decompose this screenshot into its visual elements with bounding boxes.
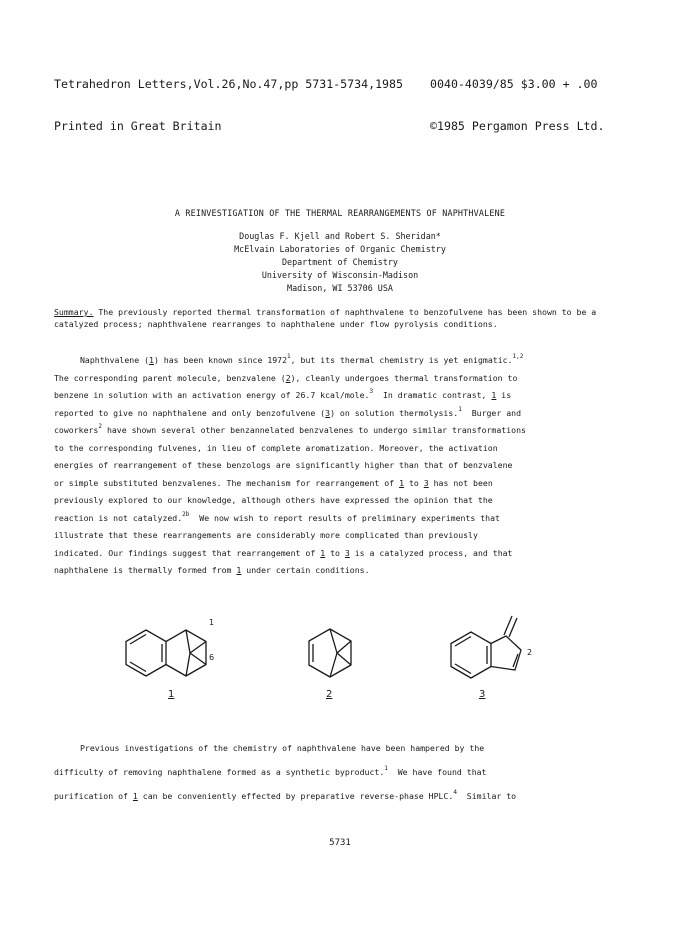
citation: 3	[369, 388, 374, 395]
compound-ref: 2	[285, 372, 291, 383]
text-line: naphthalene is thermally formed from 1 under certain conditions.	[54, 565, 370, 575]
text-line: coworkers$^2$ have shown several other benzannelated benzvalenes to undergo similar transformations	[54, 423, 526, 435]
journal-header-left	[54, 49, 403, 147]
text-line: indicated. Our findings suggest that rearrangement of 1 to 3 is a catalyzed process, and that	[54, 547, 513, 558]
citation: 2	[98, 423, 102, 430]
compound-ref: 3	[423, 477, 429, 488]
summary-label: Summary.	[54, 307, 94, 317]
copyright: ©1985 Pergamon Press Ltd.	[430, 119, 605, 133]
compound-label-2: 2	[326, 689, 333, 700]
naphthvalene-structure	[126, 630, 206, 676]
compound-ref: 1	[236, 565, 242, 575]
compound-label-3: 3	[479, 689, 486, 700]
compound-ref: 1	[491, 390, 497, 400]
benzofulvene-structure	[451, 616, 521, 678]
journal-citation: Tetrahedron Letters,Vol.26,No.47,pp 5731-5734,1985	[54, 77, 404, 91]
summary	[54, 306, 626, 330]
text-line: difficulty of removing naphthalene formed as a synthetic byproduct.$^1$ We have found that	[54, 765, 487, 777]
citation: 1,2	[512, 353, 524, 360]
author-block	[0, 230, 680, 295]
summary-text: The previously reported thermal transformation of naphthvalene to benzofulvene has been shown to be a catalyzed process; naphthvalene rearranges to naphthalene under flow pyrolysis conditions.	[54, 307, 597, 329]
journal-header-right	[430, 49, 605, 147]
text-line: The corresponding parent molecule, benzvalene (2), cleanly undergoes thermal transformation to	[54, 372, 518, 383]
text-line: illustrate that these rearrangements are considerably more complicated than previously	[54, 530, 478, 540]
chemical-structures	[0, 612, 680, 702]
position-label: 2	[527, 648, 533, 657]
text-line: previously explored to our knowledge, although others have expressed the opinion that the	[54, 495, 493, 505]
compound-label-1: 1	[168, 689, 175, 700]
benzvalene-structure	[309, 629, 351, 677]
author-dept: Department of Chemistry	[282, 257, 398, 267]
paragraph-2	[54, 736, 634, 808]
compound-ref: 1	[132, 791, 138, 801]
author-names: Douglas F. Kjell and Robert S. Sheridan*	[239, 231, 441, 241]
citation: 4	[453, 789, 457, 796]
position-label: 1	[209, 618, 215, 627]
position-label: 6	[209, 653, 215, 662]
author-city: Madison, WI 53706 USA	[287, 283, 393, 293]
text-line: reported to give no naphthalene and only benzofulvene (3) on solution thermolysis.$^1$ Burger and	[54, 405, 522, 418]
text-line: Naphthvalene (1) has been known since 1972$^1$, but its thermal chemistry is yet enigmatic.$^{1,2}$	[80, 353, 524, 365]
printed-in: Printed in Great Britain	[54, 119, 222, 133]
compound-ref: 1	[399, 477, 404, 488]
author-univ: University of Wisconsin-Madison	[261, 270, 419, 280]
issn-price: 0040-4039/85 $3.00 + .00	[430, 77, 598, 91]
page-number: 5731	[329, 838, 351, 848]
text-line: purification of 1 can be conveniently effected by preparative reverse-phase HPLC.$^4$ Similar to	[54, 789, 517, 801]
text-line: reaction is not catalyzed.$^{2b}$ We now wish to report results of preliminary experiments that	[54, 510, 500, 523]
article-title: A REINVESTIGATION OF THE THERMAL REARRANGEMENTS OF NAPHTHVALENE	[174, 208, 506, 218]
author-lab: McElvain Laboratories of Organic Chemistry	[234, 244, 446, 254]
text-line: or simple substituted benzvalenes. The mechanism for rearrangement of 1 to 3 has not been	[54, 477, 493, 488]
compound-ref: 3	[325, 407, 331, 418]
citation: 1	[384, 765, 388, 772]
compound-ref: 1	[149, 355, 154, 365]
citation: 1	[287, 353, 291, 360]
paragraph-1	[54, 352, 634, 580]
citation: 2b	[182, 510, 190, 518]
text-line: energies of rearrangement of these benzologs are significantly higher than that of benzvalene	[54, 460, 513, 470]
text-line: Previous investigations of the chemistry of naphthvalene have been hampered by the	[80, 743, 485, 753]
text-line: benzene in solution with an activation energy of 26.7 kcal/mole.$^3$ In dramatic contrast, 1 is	[54, 388, 512, 400]
compound-ref: 3	[344, 547, 350, 558]
compound-ref: 1	[320, 547, 326, 558]
text-line: to the corresponding fulvenes, in lieu of complete aromatization. Moreover, the activation	[54, 442, 498, 453]
citation: 1	[458, 405, 462, 413]
